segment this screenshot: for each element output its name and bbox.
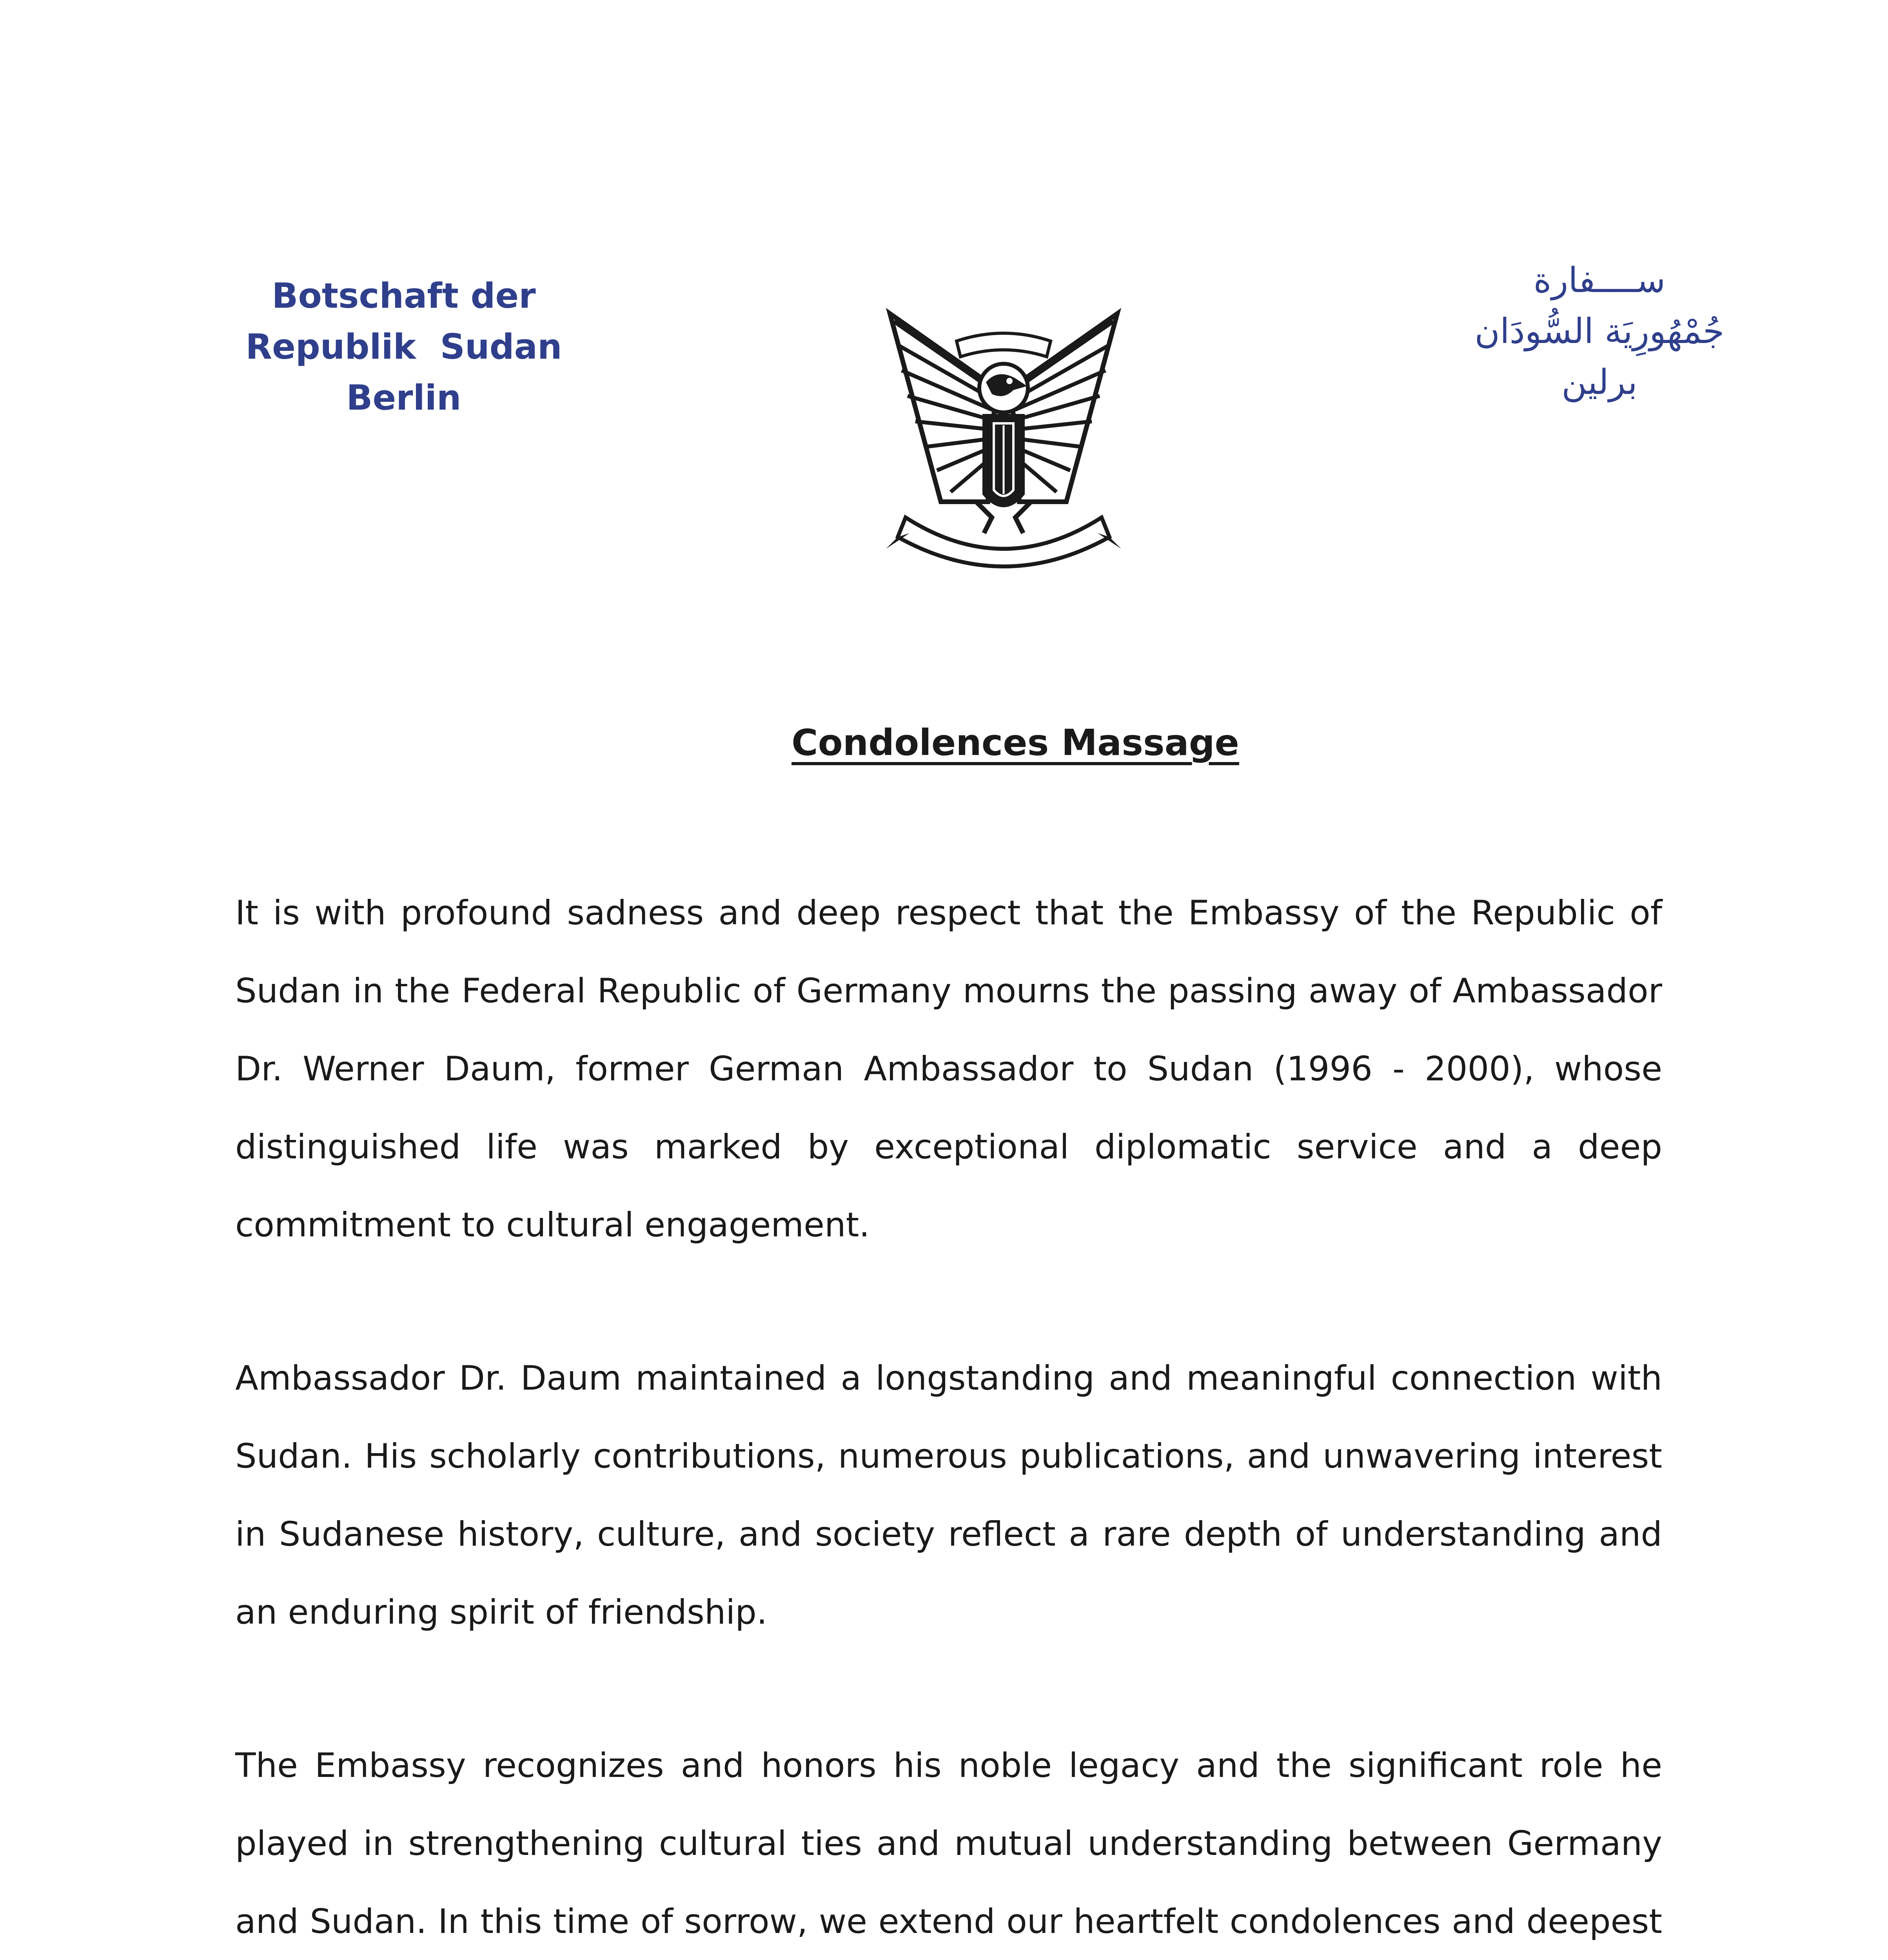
letterhead-right-line-1: ســــفارة bbox=[1533, 260, 1666, 300]
letterhead-right-arabic bbox=[1443, 255, 1756, 408]
sudan-coat-of-arms-icon bbox=[878, 298, 1129, 572]
letterhead-right-line-3: برلين bbox=[1561, 362, 1637, 402]
letterhead-left-line-3: Berlin bbox=[346, 377, 461, 418]
body-paragraph-3: The Embassy recognizes and honors his noble legacy and the significant role he played in strengthening cultural ties and mutual understanding between Germany and Sudan. In this time of sorrow, we extend our heartfelt condolences and deepest bbox=[235, 1746, 1662, 1941]
letter-body bbox=[235, 874, 1662, 1960]
document-title bbox=[549, 717, 1482, 768]
letterhead-left-line-1: Botschaft der bbox=[272, 276, 536, 316]
body-paragraph-1: It is with profound sadness and deep respect that the Embassy of the Republic of Sudan in the Federal Republic of Germany mourns the passing away of Ambassador Dr. Werner Daum, former German Ambassador to Sudan (1996 - 2000), whose distinguished life was marked by exceptional diplomatic service and a deep commitment to cultural engagement. bbox=[235, 893, 1662, 1245]
document-title-text: Condolences Massage bbox=[792, 722, 1239, 764]
letterhead-left-german bbox=[235, 270, 572, 423]
letterhead-left-line-2: Republik Sudan bbox=[245, 327, 562, 367]
body-paragraph-2: Ambassador Dr. Daum maintained a longstanding and meaningful connection with Sudan. His scholarly contributions, numerous publications, and unwavering interest in Sudanese history, culture, and society reflect a rare depth of understanding and an enduring spirit of friendship. bbox=[235, 1359, 1662, 1632]
letterhead-right-line-2: جُمْهُورِيَة السُّودَان bbox=[1474, 311, 1725, 351]
